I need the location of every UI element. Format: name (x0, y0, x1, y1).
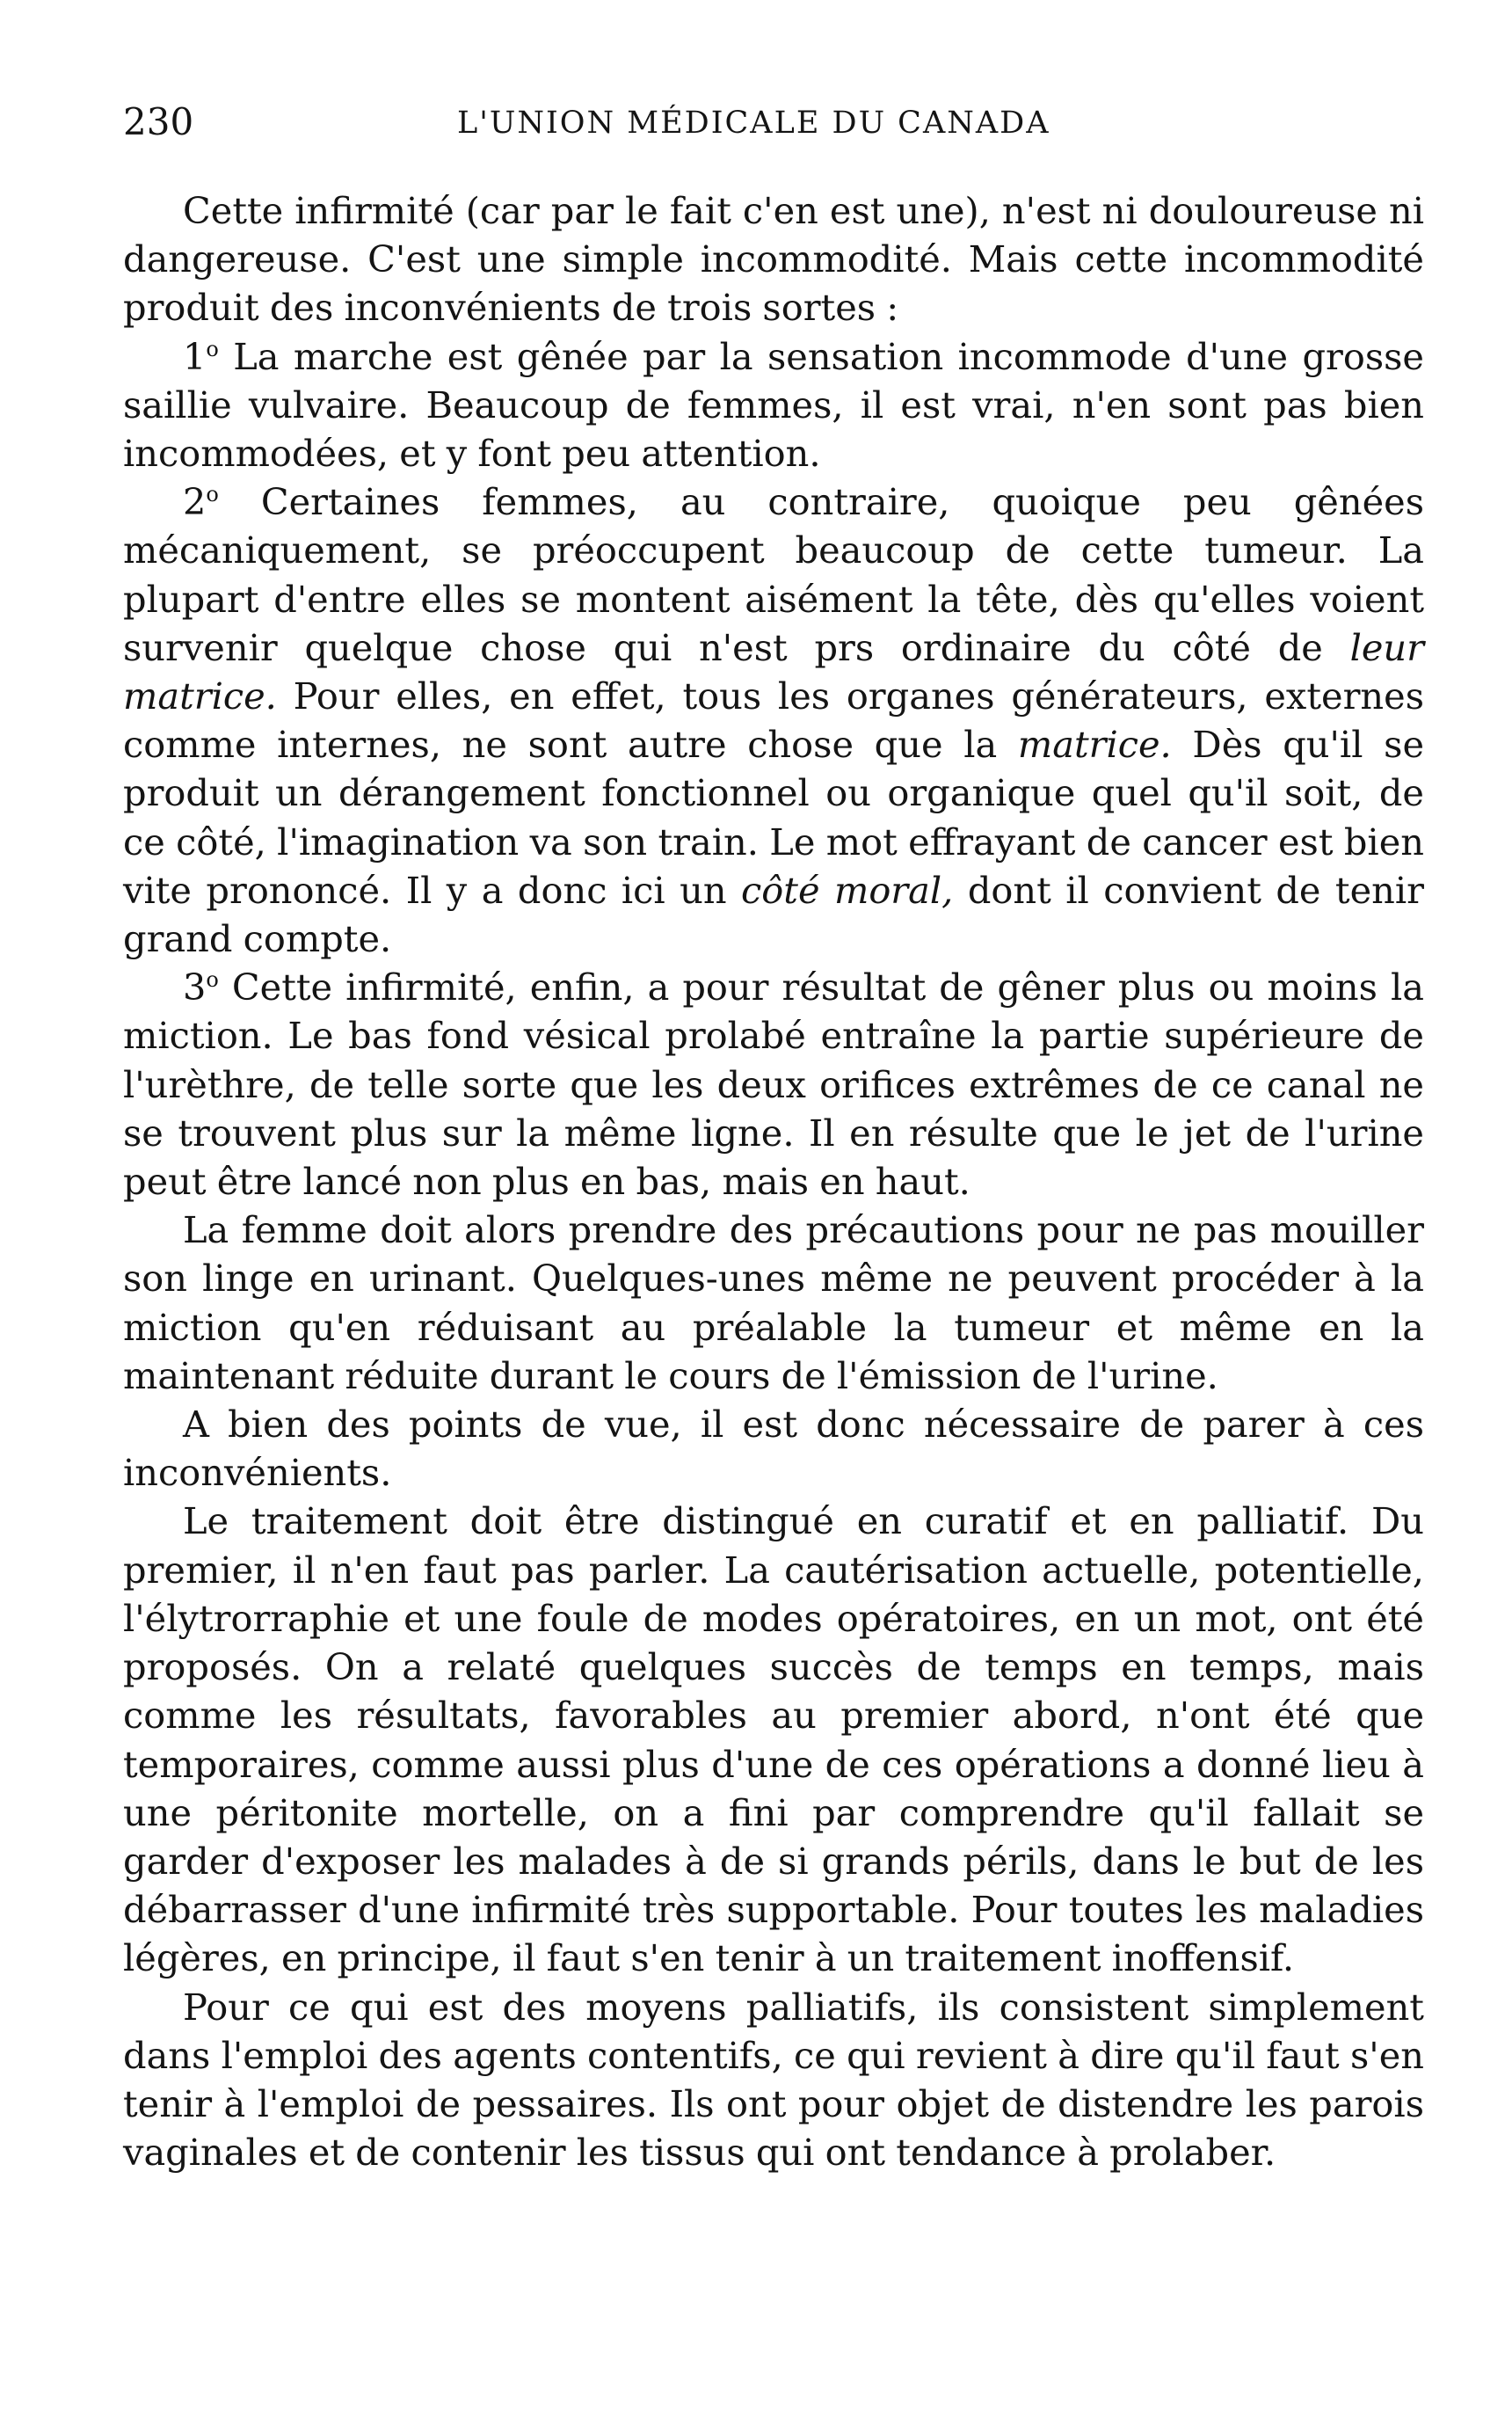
text-run: 3 (183, 966, 207, 1009)
text-run: Cette infirmité, enfin, a pour résultat de gêner plus ou moins la miction. Le bas fond vésical prolabé entraîne la partie supérieure de l'urèthre, de telle sorte que les deux orifices extrêmes de ce canal ne se trouvent plus sur la même ligne. Il en résulte que le jet de l'urine peut être lancé non plus en bas, mais en haut. (123, 966, 1424, 1204)
text-run: dont il convient de tenir grand compte. (123, 868, 1424, 961)
paragraph (123, 332, 1424, 478)
ordinal-superscript: o (206, 336, 219, 361)
ordinal-superscript: o (206, 482, 219, 507)
paragraph (123, 477, 1424, 963)
ordinal-superscript: o (206, 967, 219, 993)
running-head (123, 88, 1424, 158)
text-run: A bien des points de vue, il est donc nécessaire de parer à ces inconvénients. (123, 1403, 1424, 1495)
italic-text: leur matrice. (123, 625, 1424, 718)
text-run: 2 (183, 480, 207, 524)
text-run: Le traitement doit être distingué en curatif et en palliatif. Du premier, il n'en faut pas parler. La cautérisation actuelle, potentielle, l'élytrorraphie et une foule de modes opératoires, en un mot, ont été proposés. On a relaté quelques succès de temps en temps, mais comme les résultats, favorables au premier abord, n'ont été que temporaires, comme aussi plus d'une de ces opérations a donné lieu à une péritonite mortelle, on a fini par comprendre qu'il fallait se garder d'exposer les malades à de si grands périls, dans le but de les débarrasser d'une infirmité très supportable. Pour toutes les maladies légères, en principe, il faut s'en tenir à un traitement inoffensif. (123, 1499, 1424, 1980)
document-page (123, 88, 1424, 2176)
text-run: Cette infirmité (car par le fait c'en est une), n'est ni douloureuse ni dangereuse. C'est une simple incommodité. Mais cette incommodité produit des inconvénients de trois sortes : (123, 189, 1424, 330)
paragraph (123, 963, 1424, 1206)
paragraph (123, 1983, 1424, 2177)
text-run: Certaines femmes, au contraire, quoique peu gênées mécaniquement, se préoccupent beaucoup de cette tumeur. La plupart d'entre elles se montent aisément la tête, dès qu'elles voient survenir quelque chose qui n'est prs ordinaire du côté de (123, 480, 1424, 669)
paragraph (123, 186, 1424, 332)
text-run: La marche est gênée par la sensation incommode d'une grosse saillie vulvaire. Beaucoup de femmes, il est vrai, n'en sont pas bien incommodées, et y font peu attention. (123, 334, 1424, 476)
paragraph (123, 1400, 1424, 1497)
journal-title: L'UNION MÉDICALE DU CANADA (457, 106, 1050, 141)
text-run: Pour elles, en effet, tous les organes générateurs, externes comme internes, ne sont autre chose que la (123, 674, 1424, 767)
text-run: Dès qu'il se produit un dérangement fonctionnel ou organique quel qu'il soit, de ce côté, l'imagination va son train. Le mot effrayant de cancer est bien vite prononcé. Il y a donc ici un (123, 723, 1424, 912)
text-run: Pour ce qui est des moyens palliatifs, ils consistent simplement dans l'emploi des agents contentifs, ce qui revient à dire qu'il faut s'en tenir à l'emploi de pessaires. Ils ont pour objet de distendre les parois vaginales et de contenir les tissus qui ont tendance à prolaber. (123, 1985, 1424, 2175)
paragraph (123, 1497, 1424, 1982)
text-run: 1 (183, 334, 207, 378)
body-text (123, 186, 1424, 2176)
italic-text: côté moral, (741, 868, 954, 912)
page-number: 230 (123, 100, 194, 143)
text-run: La femme doit alors prendre des précautions pour ne pas mouiller son linge en urinant. Quelques-unes même ne peuvent procéder à la miction qu'en réduisant au préalable la tumeur et même en la maintenant réduite durant le cours de l'émission de l'urine. (123, 1208, 1424, 1397)
paragraph (123, 1206, 1424, 1400)
italic-text: matrice. (1017, 723, 1172, 767)
